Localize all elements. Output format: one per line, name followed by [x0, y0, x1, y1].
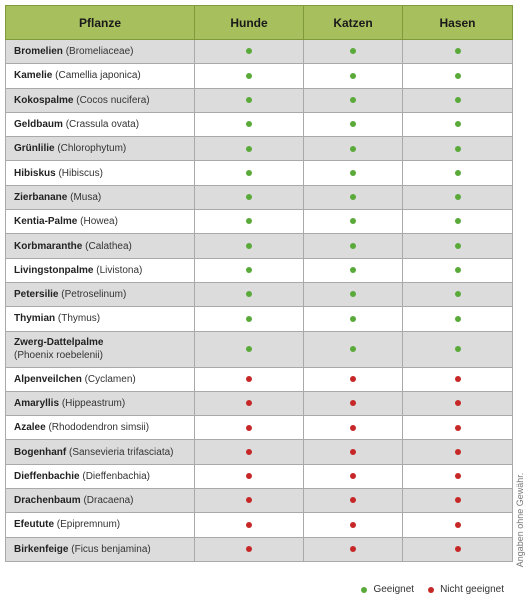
- cell-cats: [304, 282, 403, 306]
- cell-rabbits: [403, 161, 513, 185]
- legend: [347, 584, 504, 595]
- cell-cats: [304, 161, 403, 185]
- red-dot-icon: [455, 400, 461, 406]
- cell-dogs: [195, 234, 304, 258]
- plant-name-cell: [6, 112, 195, 136]
- green-dot-icon: [246, 48, 252, 54]
- table-row: [6, 440, 513, 464]
- table-row: [6, 464, 513, 488]
- green-dot-icon: [350, 194, 356, 200]
- plant-name-cell: [6, 137, 195, 161]
- cell-cats: [304, 489, 403, 513]
- plant-latin-name: (Petroselinum): [61, 289, 127, 301]
- green-dot-icon: [455, 316, 461, 322]
- plant-latin-name: (Bromeliaceae): [65, 46, 134, 58]
- cell-cats: [304, 464, 403, 488]
- plant-latin-name: (Livistona): [96, 264, 143, 276]
- plant-latin-name: (Sansevieria trifasciata): [69, 446, 174, 458]
- green-dot-icon: [350, 48, 356, 54]
- plant-name-cell: [6, 64, 195, 88]
- plant-name: Zwerg-Dattelpalme: [14, 337, 104, 349]
- plant-name: Hibiskus: [14, 167, 56, 179]
- plant-name: Kokospalme: [14, 94, 74, 106]
- table-row: [6, 40, 513, 64]
- plant-name: Drachenbaum: [14, 495, 81, 507]
- plant-latin-name: (Dracaena): [83, 495, 134, 507]
- plant-name-cell: [6, 513, 195, 537]
- cell-cats: [304, 440, 403, 464]
- plant-name-cell: [6, 40, 195, 64]
- plant-name: Birkenfeige: [14, 543, 69, 555]
- plant-name-cell: [6, 258, 195, 282]
- table-row: [6, 137, 513, 161]
- table-row: [6, 210, 513, 234]
- red-dot-icon: [246, 425, 252, 431]
- plant-name: Bogenhanf: [14, 446, 67, 458]
- red-dot-icon: [246, 497, 252, 503]
- cell-dogs: [195, 464, 304, 488]
- cell-cats: [304, 513, 403, 537]
- plant-name-cell: [6, 367, 195, 391]
- green-dot-icon: [455, 243, 461, 249]
- table-body: [6, 40, 513, 562]
- disclaimer-text: Angaben ohne Gewähr.: [515, 472, 525, 568]
- cell-rabbits: [403, 367, 513, 391]
- cell-cats: [304, 537, 403, 561]
- cell-cats: [304, 137, 403, 161]
- cell-dogs: [195, 282, 304, 306]
- plant-name: Thymian: [14, 313, 56, 325]
- plant-name-cell: [6, 331, 195, 367]
- cell-dogs: [195, 537, 304, 561]
- header-row: [6, 6, 513, 40]
- plant-name: Grünlilie: [14, 143, 55, 155]
- red-dot-icon: [350, 400, 356, 406]
- plant-name-cell: [6, 391, 195, 415]
- plant-name-cell: [6, 88, 195, 112]
- plant-latin-name: (Phoenix roebelenii): [14, 350, 103, 362]
- red-dot-icon: [455, 522, 461, 528]
- green-dot-icon: [455, 48, 461, 54]
- plant-name: Livingstonpalme: [14, 264, 94, 276]
- cell-dogs: [195, 210, 304, 234]
- disclaimer-note: [514, 460, 526, 580]
- plant-latin-name: (Howea): [80, 216, 118, 228]
- green-dot-icon: [246, 97, 252, 103]
- plant-latin-name: (Camellia japonica): [55, 70, 141, 82]
- cell-dogs: [195, 161, 304, 185]
- green-dot-icon: [455, 194, 461, 200]
- plant-name: Geldbaum: [14, 119, 63, 131]
- cell-rabbits: [403, 331, 513, 367]
- plant-name-cell: [6, 416, 195, 440]
- green-dot-icon: [350, 218, 356, 224]
- plant-latin-name: (Dieffenbachia): [82, 470, 150, 482]
- plant-name: Azalee: [14, 422, 46, 434]
- table-row: [6, 112, 513, 136]
- red-dot-icon: [455, 546, 461, 552]
- plant-name: Korbmaranthe: [14, 240, 83, 252]
- cell-rabbits: [403, 112, 513, 136]
- plant-latin-name: (Epipremnum): [56, 519, 121, 531]
- plant-latin-name: (Cocos nucifera): [76, 94, 150, 106]
- cell-cats: [304, 391, 403, 415]
- cell-rabbits: [403, 489, 513, 513]
- green-dot-icon: [246, 243, 252, 249]
- legend-label-suitable: Geeignet: [373, 584, 415, 595]
- cell-cats: [304, 88, 403, 112]
- red-dot-icon: [350, 425, 356, 431]
- cell-dogs: [195, 489, 304, 513]
- green-dot-icon: [455, 170, 461, 176]
- table-row: [6, 391, 513, 415]
- plant-latin-name: (Ficus benjamina): [71, 543, 151, 555]
- green-dot-icon: [350, 291, 356, 297]
- green-dot-icon: [246, 170, 252, 176]
- cell-cats: [304, 416, 403, 440]
- plant-name-cell: [6, 282, 195, 306]
- green-dot-icon: [455, 346, 461, 352]
- plant-latin-name: (Cyclamen): [84, 373, 136, 385]
- green-dot-icon: [361, 587, 367, 593]
- plant-name-cell: [6, 307, 195, 331]
- plant-name: Dieffenbachie: [14, 470, 80, 482]
- green-dot-icon: [246, 146, 252, 152]
- table-row: [6, 537, 513, 561]
- cell-rabbits: [403, 440, 513, 464]
- legend-item-not-suitable: [428, 584, 504, 595]
- plant-compatibility-table: [5, 5, 513, 562]
- green-dot-icon: [246, 346, 252, 352]
- red-dot-icon: [246, 376, 252, 382]
- plant-name-cell: [6, 185, 195, 209]
- plant-name-cell: [6, 210, 195, 234]
- table-row: [6, 282, 513, 306]
- green-dot-icon: [455, 218, 461, 224]
- red-dot-icon: [246, 522, 252, 528]
- plant-name-cell: [6, 161, 195, 185]
- cell-dogs: [195, 137, 304, 161]
- green-dot-icon: [350, 243, 356, 249]
- cell-dogs: [195, 185, 304, 209]
- plant-latin-name: (Hibiscus): [58, 167, 103, 179]
- plant-latin-name: (Calathea): [85, 240, 132, 252]
- green-dot-icon: [455, 121, 461, 127]
- green-dot-icon: [246, 291, 252, 297]
- green-dot-icon: [246, 316, 252, 322]
- plant-latin-name: (Rhododendron simsii): [48, 422, 150, 434]
- plant-name-cell: [6, 440, 195, 464]
- green-dot-icon: [455, 97, 461, 103]
- red-dot-icon: [428, 587, 434, 593]
- cell-dogs: [195, 112, 304, 136]
- green-dot-icon: [246, 218, 252, 224]
- green-dot-icon: [246, 73, 252, 79]
- green-dot-icon: [350, 73, 356, 79]
- table-header: [6, 6, 513, 40]
- plant-name-cell: [6, 234, 195, 258]
- plant-latin-name: (Chlorophytum): [57, 143, 127, 155]
- plant-name: Bromelien: [14, 46, 63, 58]
- cell-rabbits: [403, 210, 513, 234]
- cell-rabbits: [403, 391, 513, 415]
- cell-cats: [304, 331, 403, 367]
- cell-cats: [304, 234, 403, 258]
- table-row: [6, 513, 513, 537]
- red-dot-icon: [246, 449, 252, 455]
- table-row: [6, 161, 513, 185]
- plant-latin-name: (Thymus): [57, 313, 101, 325]
- plant-name: Efeutute: [14, 519, 54, 531]
- cell-dogs: [195, 88, 304, 112]
- green-dot-icon: [455, 267, 461, 273]
- red-dot-icon: [350, 473, 356, 479]
- cell-dogs: [195, 416, 304, 440]
- cell-rabbits: [403, 416, 513, 440]
- red-dot-icon: [350, 497, 356, 503]
- green-dot-icon: [246, 121, 252, 127]
- green-dot-icon: [350, 267, 356, 273]
- green-dot-icon: [455, 291, 461, 297]
- plant-name: Petersilie: [14, 289, 59, 301]
- cell-cats: [304, 210, 403, 234]
- plant-latin-name: (Musa): [70, 191, 102, 203]
- table-row: [6, 331, 513, 367]
- header-rabbits: Hasen: [403, 6, 513, 40]
- red-dot-icon: [455, 425, 461, 431]
- red-dot-icon: [350, 546, 356, 552]
- plant-name: Kamelie: [14, 70, 53, 82]
- cell-cats: [304, 64, 403, 88]
- cell-rabbits: [403, 258, 513, 282]
- cell-rabbits: [403, 307, 513, 331]
- header-plant: Pflanze: [6, 6, 195, 40]
- cell-dogs: [195, 367, 304, 391]
- red-dot-icon: [350, 449, 356, 455]
- cell-rabbits: [403, 64, 513, 88]
- cell-dogs: [195, 513, 304, 537]
- green-dot-icon: [350, 316, 356, 322]
- table-row: [6, 416, 513, 440]
- cell-dogs: [195, 40, 304, 64]
- header-dogs: Hunde: [195, 6, 304, 40]
- green-dot-icon: [455, 73, 461, 79]
- table-row: [6, 64, 513, 88]
- red-dot-icon: [455, 473, 461, 479]
- table-row: [6, 307, 513, 331]
- plant-name: Amaryllis: [14, 398, 60, 409]
- cell-cats: [304, 185, 403, 209]
- table-row: [6, 88, 513, 112]
- table-row: [6, 185, 513, 209]
- cell-rabbits: [403, 40, 513, 64]
- cell-cats: [304, 40, 403, 64]
- green-dot-icon: [350, 346, 356, 352]
- green-dot-icon: [455, 146, 461, 152]
- cell-rabbits: [403, 137, 513, 161]
- green-dot-icon: [350, 121, 356, 127]
- red-dot-icon: [455, 376, 461, 382]
- plant-name: Alpenveilchen: [14, 373, 82, 385]
- cell-rabbits: [403, 282, 513, 306]
- plant-name-cell: [6, 464, 195, 488]
- red-dot-icon: [455, 497, 461, 503]
- red-dot-icon: [350, 522, 356, 528]
- green-dot-icon: [246, 194, 252, 200]
- green-dot-icon: [350, 97, 356, 103]
- plant-name: Zierbanane: [14, 191, 68, 203]
- cell-rabbits: [403, 185, 513, 209]
- cell-cats: [304, 367, 403, 391]
- cell-dogs: [195, 391, 304, 415]
- cell-rabbits: [403, 537, 513, 561]
- cell-cats: [304, 307, 403, 331]
- cell-dogs: [195, 307, 304, 331]
- plant-latin-name: (Hippeastrum): [61, 398, 126, 409]
- red-dot-icon: [455, 449, 461, 455]
- red-dot-icon: [246, 400, 252, 406]
- header-cats: Katzen: [304, 6, 403, 40]
- cell-rabbits: [403, 88, 513, 112]
- cell-dogs: [195, 331, 304, 367]
- legend-label-not-suitable: Nicht geeignet: [440, 584, 504, 595]
- cell-rabbits: [403, 464, 513, 488]
- cell-cats: [304, 258, 403, 282]
- cell-cats: [304, 112, 403, 136]
- table-row: [6, 489, 513, 513]
- green-dot-icon: [246, 267, 252, 273]
- plant-latin-name: (Crassula ovata): [65, 119, 140, 131]
- red-dot-icon: [246, 473, 252, 479]
- legend-item-suitable: [361, 584, 414, 595]
- table-row: [6, 367, 513, 391]
- cell-rabbits: [403, 234, 513, 258]
- plant-name-cell: [6, 537, 195, 561]
- green-dot-icon: [350, 146, 356, 152]
- table-row: [6, 258, 513, 282]
- green-dot-icon: [350, 170, 356, 176]
- cell-dogs: [195, 258, 304, 282]
- red-dot-icon: [350, 376, 356, 382]
- cell-dogs: [195, 440, 304, 464]
- table-row: [6, 234, 513, 258]
- cell-rabbits: [403, 513, 513, 537]
- plant-name: Kentia-Palme: [14, 216, 78, 228]
- cell-dogs: [195, 64, 304, 88]
- red-dot-icon: [246, 546, 252, 552]
- plant-name-cell: [6, 489, 195, 513]
